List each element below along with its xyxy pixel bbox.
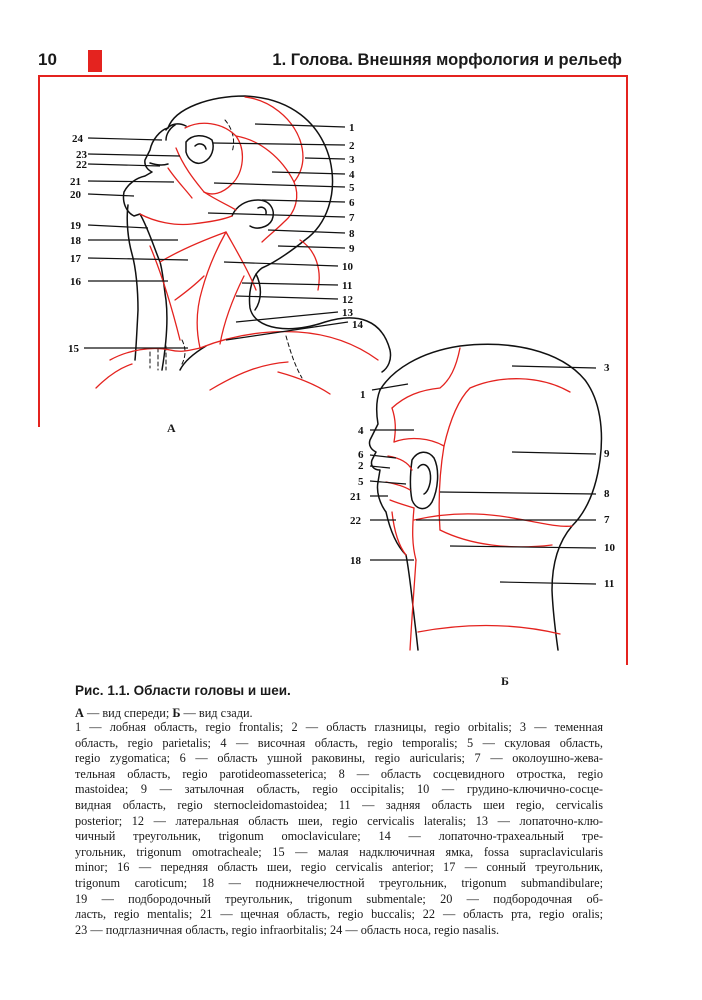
callout-a-1: 1 bbox=[349, 122, 355, 134]
callout-b-5: 5 bbox=[358, 476, 364, 488]
callout-a-2: 2 bbox=[349, 140, 355, 152]
callout-b-10: 10 bbox=[604, 542, 615, 554]
callout-a-11: 11 bbox=[342, 280, 353, 292]
callout-a-24: 24 bbox=[72, 133, 83, 145]
legend-line: видная область, regio sternocleidomastoidea; 11 — задняя область шеи regio, cervicalis bbox=[75, 797, 603, 812]
callout-b-1: 1 bbox=[360, 389, 366, 401]
legend-line: 1 — лобная область, regio frontalis; 2 — область глазницы, regio orbitalis; 3 — теменная bbox=[75, 720, 603, 734]
callout-a-17: 17 bbox=[70, 253, 81, 265]
callout-b-21: 21 bbox=[350, 491, 361, 503]
legend-line: угольник, trigonum omotracheale; 15 — малая надключичная ямка, fossa supraclavicularis bbox=[75, 844, 603, 859]
callout-a-6: 6 bbox=[349, 197, 355, 209]
legend-line: тельная область, regio parotideomasseterica; 8 — область сосцевидного отростка, regio bbox=[75, 766, 603, 781]
callout-a-13: 13 bbox=[342, 307, 353, 319]
callout-a-3: 3 bbox=[349, 154, 355, 166]
callout-b-3: 3 bbox=[604, 362, 610, 374]
head-back-view bbox=[369, 344, 601, 650]
view-a-letter: А bbox=[75, 706, 84, 720]
legend-line: posterior; 12 — латеральная область шеи, regio cervicalis lateralis; 13 — лопаточно-клю- bbox=[75, 813, 603, 828]
callout-b-18: 18 bbox=[350, 555, 361, 567]
figure-caption-title: Рис. 1.1. Области головы и шеи. bbox=[75, 683, 291, 698]
callout-a-15: 15 bbox=[68, 343, 79, 355]
callout-b-2: 2 bbox=[358, 460, 364, 472]
legend-line: ласть, regio mentalis; 21 — щечная область, regio buccalis; 22 — область рта, regio oralis; bbox=[75, 907, 603, 922]
legend-line: regio zygomatica; 6 — область ушной раковины, regio auricularis; 7 — околоушно-жева- bbox=[75, 751, 603, 766]
callout-b-22: 22 bbox=[350, 515, 361, 527]
panel-b-label: Б bbox=[501, 674, 509, 688]
panel-b-numbers bbox=[350, 362, 616, 590]
callout-a-7: 7 bbox=[349, 212, 355, 224]
callout-a-5: 5 bbox=[349, 182, 355, 194]
figure-caption-legend bbox=[75, 720, 603, 938]
head-front-view bbox=[96, 96, 391, 394]
legend-line: чичный треугольник, trigonum omoclaviculare; 14 — лопаточно-трахеальный тре- bbox=[75, 829, 603, 844]
chapter-title: 1. Голова. Внешняя морфология и рельеф bbox=[272, 51, 622, 69]
callout-b-6: 6 bbox=[358, 449, 364, 461]
callout-a-20: 20 bbox=[70, 189, 81, 201]
callout-a-23: 23 bbox=[76, 149, 87, 161]
callout-a-9: 9 bbox=[349, 243, 355, 255]
legend-line: 19 — подбородочный треугольник, trigonum submentale; 20 — подбородочная об- bbox=[75, 891, 603, 906]
callout-a-8: 8 bbox=[349, 228, 355, 240]
panel-a-label: А bbox=[167, 421, 176, 435]
callout-a-21: 21 bbox=[70, 176, 81, 188]
view-a-text: — вид спереди; bbox=[83, 706, 173, 720]
legend-line: mastoidea; 9 — затылочная область, regio occipitalis; 10 — грудино-ключично-сосце- bbox=[75, 782, 603, 797]
callout-a-18: 18 bbox=[70, 235, 81, 247]
view-b-letter: Б bbox=[172, 706, 181, 720]
panel-a-numbers bbox=[68, 122, 364, 355]
page-number: 10 bbox=[38, 50, 57, 69]
legend-line: 23 — подглазничная область, regio infraorbitalis; 24 — область носа, regio nasalis. bbox=[75, 922, 500, 937]
legend-line: minor; 16 — передняя область шеи, regio cervicalis anterior; 17 — сонный треугольник, bbox=[75, 860, 603, 875]
callout-b-8: 8 bbox=[604, 488, 610, 500]
callout-b-4: 4 bbox=[358, 425, 364, 437]
callout-a-4: 4 bbox=[349, 169, 355, 181]
legend-line: область, regio parietalis; 4 — височная область, regio temporalis; 5 — скуловая область, bbox=[75, 735, 603, 750]
figure-caption-views bbox=[75, 706, 253, 721]
callout-b-7: 7 bbox=[604, 514, 610, 526]
callout-a-22: 22 bbox=[76, 159, 87, 171]
callout-b-11: 11 bbox=[604, 578, 615, 590]
legend-line: trigonum caroticum; 18 — поднижнечелюстной треугольник, trigonum submandibulare; bbox=[75, 875, 603, 890]
callout-a-14: 14 bbox=[352, 319, 363, 331]
view-b-text: — вид сзади. bbox=[180, 706, 253, 720]
callout-a-19: 19 bbox=[70, 220, 81, 232]
callout-a-10: 10 bbox=[342, 261, 353, 273]
callout-a-16: 16 bbox=[70, 276, 81, 288]
callout-a-12: 12 bbox=[342, 294, 353, 306]
callout-b-9: 9 bbox=[604, 448, 610, 460]
